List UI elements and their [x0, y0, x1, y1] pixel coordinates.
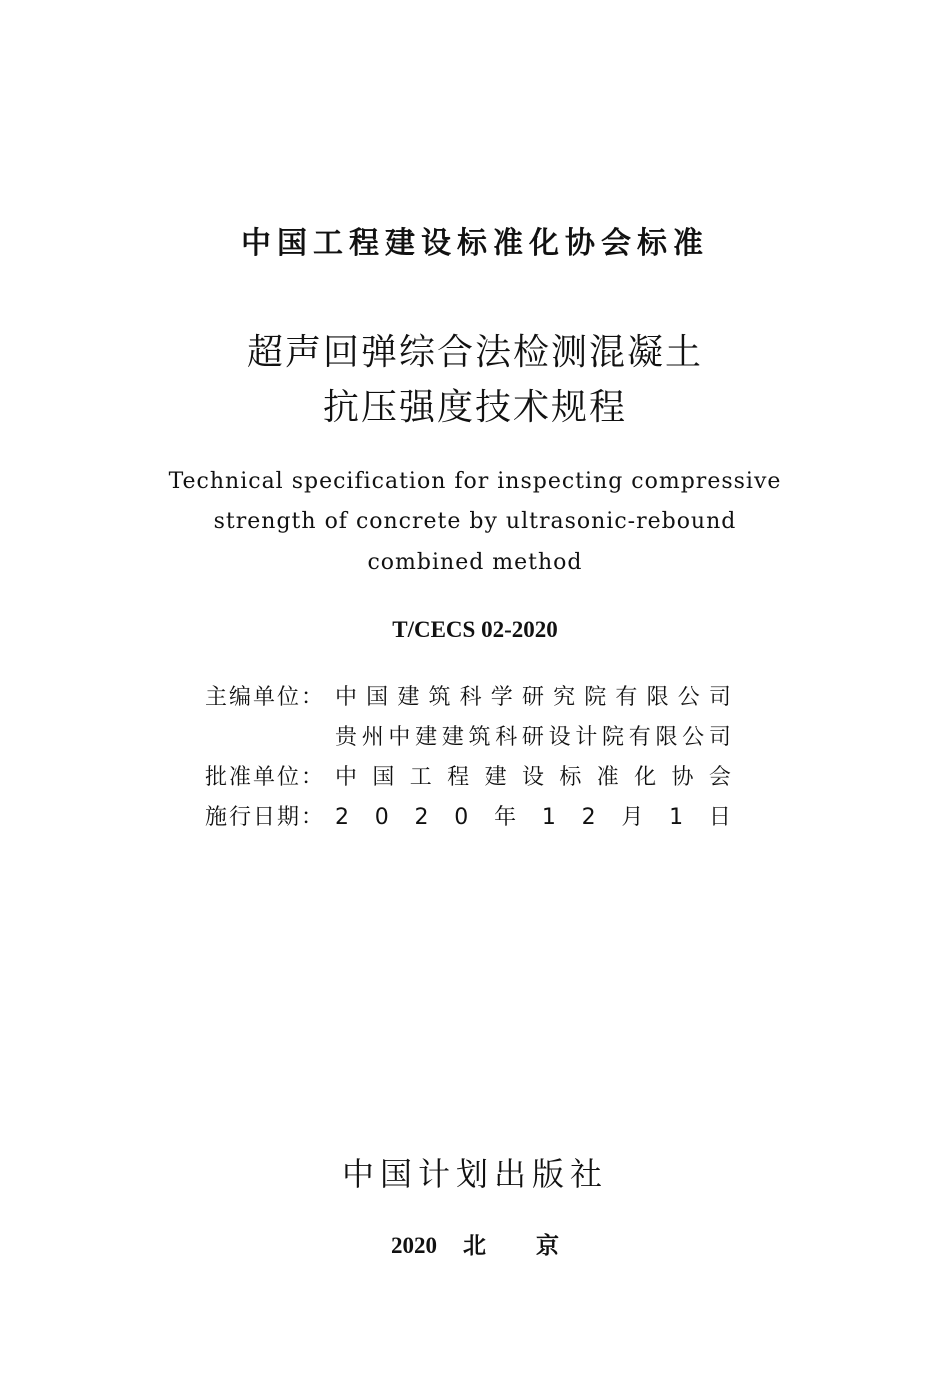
info-char: 有: [628, 725, 651, 750]
info-char: 学: [490, 685, 513, 710]
effective-date: [335, 798, 731, 838]
info-char: 有: [615, 685, 638, 710]
info-char: 2: [414, 805, 429, 830]
info-char: 协: [671, 765, 694, 790]
standard-number: T/CECS 02-2020: [392, 617, 558, 642]
chief-editor-2: [335, 718, 731, 758]
title-en-line-1: Technical specification for inspecting compressive: [168, 469, 782, 494]
info-char: 1: [541, 805, 556, 830]
approval-row: [205, 758, 745, 798]
info-char: 贵: [335, 725, 358, 750]
info-char: 日: [708, 805, 731, 830]
info-char: 计: [575, 725, 598, 750]
publisher: 中国计划出版社: [341, 1155, 608, 1193]
info-char: 标: [559, 765, 582, 790]
imprint-city-char-1: 北: [463, 1233, 486, 1258]
info-char: 2: [581, 805, 596, 830]
info-char: 建: [441, 725, 464, 750]
info-char: 公: [682, 725, 705, 750]
info-char: 程: [447, 765, 470, 790]
info-char: 科: [495, 725, 518, 750]
info-char: 公: [677, 685, 700, 710]
imprint-year: 2020: [391, 1233, 437, 1258]
info-char: 2: [335, 805, 349, 830]
chief-editor-row: [205, 678, 745, 718]
title-cn-line-2: 抗压强度技术规程: [322, 387, 627, 428]
info-char: 限: [655, 725, 678, 750]
chief-editor-label: 主编单位：: [205, 685, 326, 710]
info-block: [205, 678, 745, 838]
info-char: 研: [521, 725, 544, 750]
approval-label: 批准单位：: [205, 765, 326, 790]
info-char: 筑: [468, 725, 491, 750]
info-char: 准: [596, 765, 619, 790]
info-char: 科: [459, 685, 482, 710]
info-char: 年: [494, 805, 517, 830]
info-char: 1: [669, 805, 684, 830]
chief-editor-1: [335, 678, 731, 718]
info-char: 工: [409, 765, 432, 790]
info-char: 会: [708, 765, 731, 790]
info-char: 建: [484, 765, 507, 790]
info-char: 建: [415, 725, 438, 750]
info-char: 中: [335, 685, 358, 710]
info-char: 中: [388, 725, 411, 750]
info-char: 月: [621, 805, 644, 830]
effective-label: 施行日期：: [205, 805, 326, 830]
imprint: [0, 1226, 950, 1266]
info-char: 建: [397, 685, 420, 710]
info-char: 化: [634, 765, 657, 790]
info-char: 设: [548, 725, 571, 750]
effective-row: [205, 798, 745, 838]
approval-unit: [335, 758, 731, 798]
series-title: 中国工程建设标准化协会标准: [241, 226, 709, 261]
info-char: 0: [454, 805, 469, 830]
info-char: 国: [372, 765, 395, 790]
info-char: 筑: [428, 685, 451, 710]
info-char: 院: [602, 725, 625, 750]
title-cn-line-1: 超声回弹综合法检测混凝土: [246, 332, 703, 373]
info-char: 设: [521, 765, 544, 790]
info-char: 0: [374, 805, 389, 830]
info-char: 研: [521, 685, 544, 710]
info-char: 中: [335, 765, 358, 790]
imprint-city-char-2: 京: [536, 1233, 559, 1258]
info-char: 司: [708, 685, 731, 710]
info-char: 究: [553, 685, 576, 710]
info-char: 州: [361, 725, 384, 750]
info-char: 国: [366, 685, 389, 710]
info-char: 院: [584, 685, 607, 710]
info-char: 司: [708, 725, 731, 750]
info-char: 限: [646, 685, 669, 710]
title-en-line-2: strength of concrete by ultrasonic-rebound: [213, 509, 737, 534]
title-en-line-3: combined method: [367, 550, 583, 575]
chief-editor-row-2: [205, 718, 745, 758]
